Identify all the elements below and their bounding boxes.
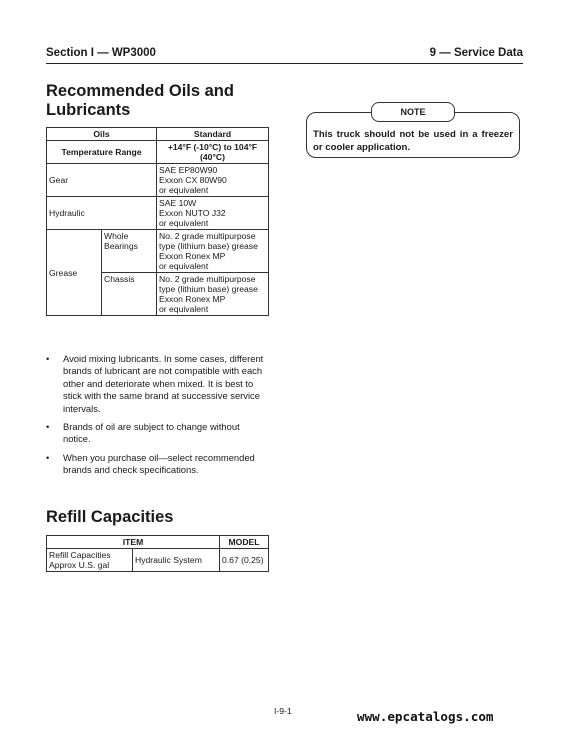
note-text: This truck should not be used in a freezer or cooler application.: [313, 129, 513, 153]
bullet-text: Brands of oil are subject to change without notice.: [63, 421, 240, 445]
refill-section-title: Refill Capacities: [46, 508, 174, 526]
hydraulic-standard-line: Exxon NUTO J32: [159, 208, 226, 218]
gear-standard-line: Exxon CX 80W90: [159, 175, 227, 185]
list-item: [46, 353, 268, 415]
bullet-text: Avoid mixing lubricants. In some cases, different brands of lubricant are not compatible with each other and deteriorate when mixed. It is best to stick with the same brand at successive service intervals.: [63, 353, 264, 414]
temperature-range-value: +14°F (-10°C) to 104°F (40°C): [157, 141, 269, 164]
list-item: [46, 452, 268, 477]
standard-col-header: Standard: [157, 128, 269, 141]
oils-section-title: Recommended Oils and Lubricants: [46, 82, 234, 119]
whole-bearings-standard-line: or equivalent: [159, 261, 209, 271]
whole-bearings-standard-line: Exxon Ronex MP: [159, 251, 226, 261]
page-number: I-9-1: [274, 706, 292, 716]
grease-whole-bearings-row: [47, 230, 269, 273]
whole-bearings-standard: [157, 230, 269, 273]
chassis-standard-line: No. 2 grade multipurpose: [159, 274, 256, 284]
hydraulic-standard-line: or equivalent: [159, 218, 209, 228]
lubricant-bullet-list: [46, 353, 268, 483]
header-section: Section I — WP3000: [46, 47, 156, 59]
bullet-symbol: •: [46, 353, 50, 364]
gear-row: [47, 164, 269, 197]
chassis-standard-line: Exxon Ronex MP: [159, 294, 226, 304]
oils-col-header: Oils: [47, 128, 157, 141]
oils-table: [46, 127, 269, 316]
site-watermark: www.epcatalogs.com: [357, 709, 494, 724]
model-col-header: MODEL: [220, 536, 269, 549]
refill-row-value: 0.67 (0.25): [220, 549, 269, 572]
list-item: [46, 421, 268, 446]
chassis-standard-line: or equivalent: [159, 304, 209, 314]
refill-row: [47, 549, 269, 572]
hydraulic-standard-line: SAE 10W: [159, 198, 197, 208]
oils-table-header-row: [47, 128, 269, 141]
chassis-standard-line: type (lithium base) grease: [159, 284, 258, 294]
bullet-text: When you purchase oil—select recommended brands and check specifications.: [63, 451, 255, 476]
gear-standard-line: or equivalent: [159, 185, 209, 195]
whole-bearings-standard-line: No. 2 grade multipurpose: [159, 231, 256, 241]
header-chapter: 9 — Service Data: [429, 47, 523, 59]
refill-row-system: Hydraulic System: [133, 549, 220, 572]
gear-standard-line: SAE EP80W90: [159, 165, 218, 175]
chassis-label: Chassis: [102, 273, 157, 316]
hydraulic-standard: [157, 197, 269, 230]
hydraulic-row: [47, 197, 269, 230]
refill-table: [46, 535, 269, 572]
note-label: NOTE: [371, 102, 455, 122]
gear-standard: [157, 164, 269, 197]
temperature-range-label: Temperature Range: [47, 141, 157, 164]
grease-label: Grease: [47, 230, 102, 316]
item-col-header: ITEM: [47, 536, 220, 549]
refill-row-label: Refill Capacities Approx U.S. gal: [47, 549, 133, 572]
whole-bearings-standard-line: type (lithium base) grease: [159, 241, 258, 251]
refill-table-header-row: [47, 536, 269, 549]
bullet-symbol: •: [46, 421, 50, 433]
header-rule: [46, 63, 523, 64]
chassis-standard: [157, 273, 269, 316]
whole-bearings-label: Whole Bearings: [102, 230, 157, 273]
temperature-row: [47, 141, 269, 164]
gear-label: Gear: [47, 164, 157, 197]
hydraulic-label: Hydraulic: [47, 197, 157, 230]
bullet-symbol: •: [46, 451, 50, 463]
